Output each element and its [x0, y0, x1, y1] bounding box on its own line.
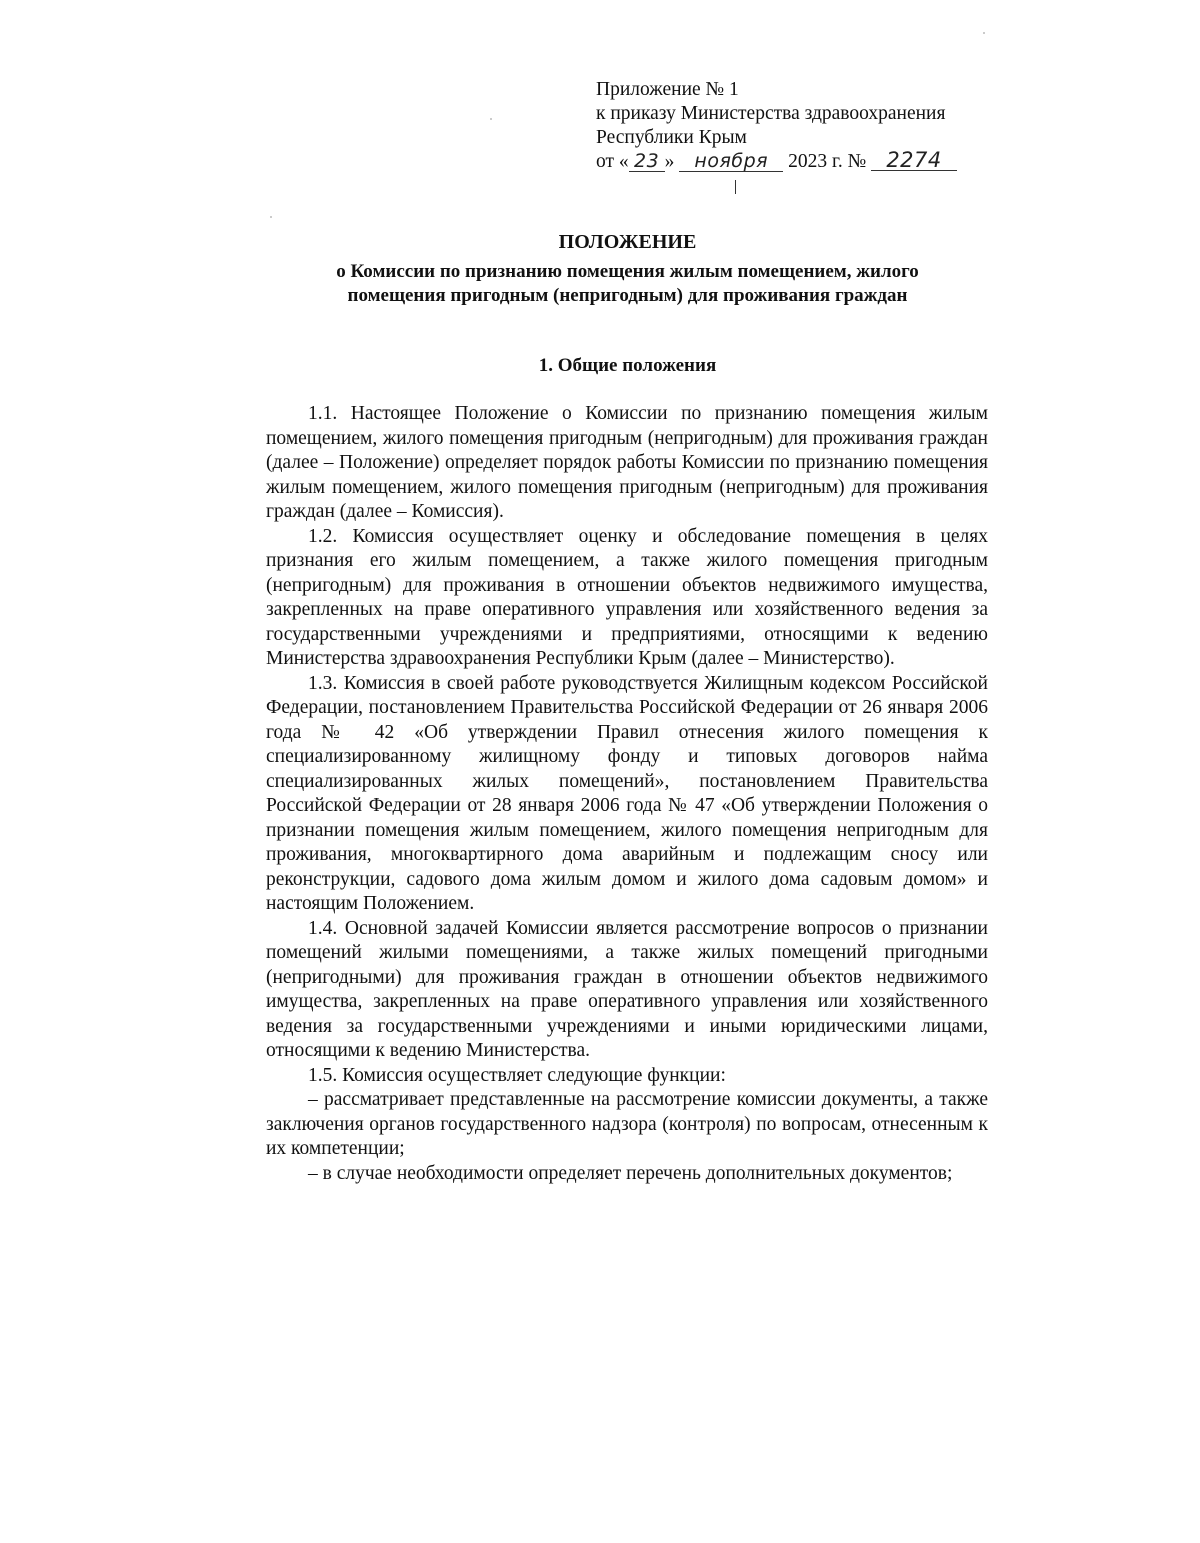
appendix-date-line [596, 150, 996, 174]
pen-stroke-mark [735, 180, 736, 194]
title-block [260, 230, 995, 308]
paragraph-1-2: 1.2. Комиссия осуществляет оценку и обследование помещения в целях признания его жилым помещением, а также жилого помещения пригодным (непригодным) для проживания в отношении объектов недвижимого имущества, закрепленных на праве оперативного управления или хозяйственного ведения за государственными учреждениями и предприятиями, относящими к ведению Министерства здравоохранения Республики Крым (далее – Министерство). [266, 525, 988, 669]
date-year: 2023 г. № [788, 151, 867, 172]
body-text [266, 402, 988, 1186]
section-heading: 1. Общие положения [538, 355, 717, 376]
function-item-2: – в случае необходимости определяет перечень дополнительных документов; [308, 1162, 953, 1184]
document-subtitle: о Комиссии по признанию помещения жилым помещением, жилого помещения пригодным (непригодным) для проживания граждан [336, 261, 919, 306]
handwritten-day: 23 [629, 151, 665, 172]
scan-speck [270, 216, 272, 218]
date-close-quote: » [664, 151, 675, 172]
appendix-order-ref: к приказу Министерства здравоохранения [596, 103, 946, 124]
function-item-1: – рассматривает представленные на рассмотрение комиссии документы, а также заключения органов государственного надзора (контроля) по вопросам, отнесенным к их компетенции; [266, 1089, 988, 1159]
appendix-number: Приложение № 1 [596, 79, 739, 100]
paragraph-1-4: 1.4. Основной задачей Комиссии является рассмотрение вопросов о признании помещений жилыми помещениями, а также жилых помещений пригодными (непригодными) для проживания граждан в отношении объектов недвижимого имущества, закрепленных на праве оперативного управления или хозяйственного ведения за государственными учреждениями и иными юридическими лицами, относящими к ведению Министерства. [266, 917, 988, 1061]
paragraph-1-5: 1.5. Комиссия осуществляет следующие функции: [308, 1064, 726, 1086]
appendix-header [596, 78, 996, 174]
date-prefix: от « [596, 151, 629, 172]
document-title: ПОЛОЖЕНИЕ [558, 231, 697, 253]
scan-speck [983, 32, 985, 34]
appendix-region: Республики Крым [596, 127, 747, 148]
handwritten-order-number: 2274 [871, 150, 957, 171]
handwritten-month: ноября [679, 151, 783, 172]
paragraph-1-1: 1.1. Настоящее Положение о Комиссии по признанию помещения жилым помещением, жилого помещения пригодным (непригодным) для проживания граждан (далее – Положение) определяет порядок работы Комиссии по признанию помещения жилым помещением, жилого помещения пригодным (непригодным) для проживания граждан (далее – Комиссия). [266, 403, 988, 522]
scan-speck [490, 118, 492, 120]
paragraph-1-3: 1.3. Комиссия в своей работе руководствуется Жилищным кодексом Российской Федерации, постановлением Правительства Российской Федерации от 26 января 2006 года № 42 «Об утверждении Правил отнесения жилого помещения к специализированному жилищному фонду и типовых договоров найма специализированных жилых помещений», постановлением Правительства Российской Федерации от 28 января 2006 года № 47 «Об утверждении Положения о признании помещения жилым помещением, жилого помещения непригодным для проживания, многоквартирного дома аварийным и подлежащим сносу или реконструкции, садового дома жилым домом и жилого дома садовым домом» и настоящим Положением. [266, 672, 988, 914]
